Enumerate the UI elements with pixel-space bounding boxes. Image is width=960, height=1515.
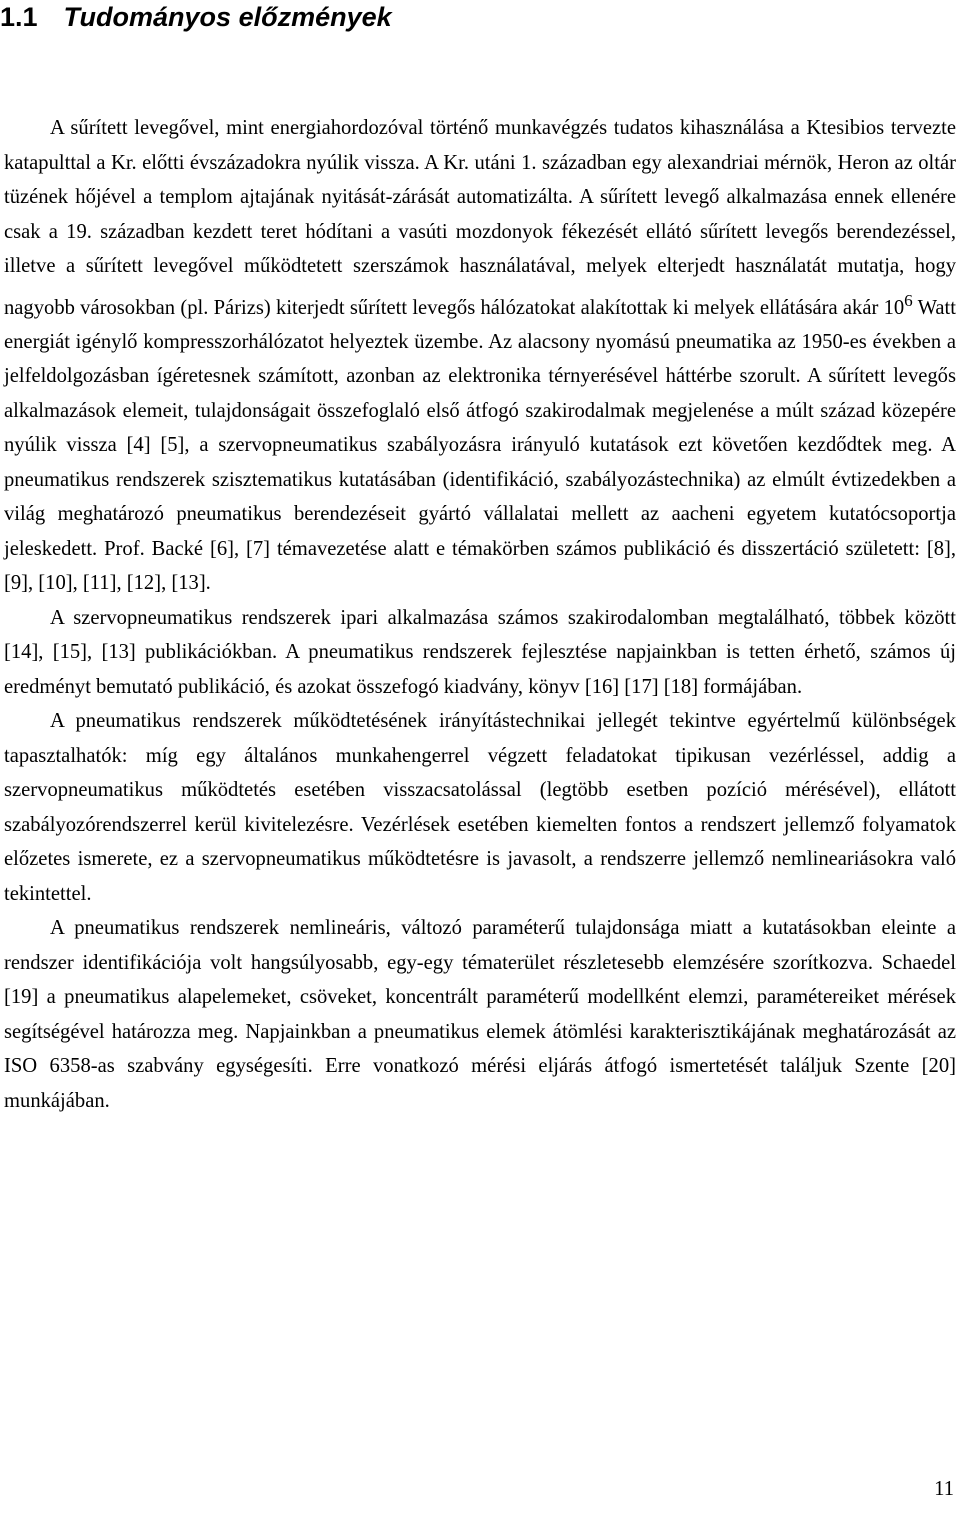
body-text xyxy=(4,111,956,1118)
paragraph-3: A pneumatikus rendszerek működtetésének irányítástechnikai jellegét tekintve egyértelmű különbségek tapasztalhatók: míg egy általános munkahengerrel végzett feladatokat tipikusan vezérléssel, addig a szervopneumatikus működtetés esetében visszacsatolással (legtöbb esetben pozíció mérésével), ellátott szabályozórendszerrel kerül kivitelezésre. Vezérlések esetében kiemelten fontos a rendszert jellemző folyamatok előzetes ismerete, ez a szervopneumatikus működtetésre is javasolt, a rendszerre jellemző nemlineariásokra való tekintettel. xyxy=(4,710,956,905)
paragraph-2: A szervopneumatikus rendszerek ipari alkalmazása számos szakirodalomban megtalálható, többek között [14], [15], [13] publikációkban. A pneumatikus rendszerek fejlesztése napjainkban is tetten érhető, számos új eredményt bemutató publikáció, és azokat összefogó kiadvány, könyv [16] [17] [18] formájában. xyxy=(4,606,956,698)
paragraph-1 xyxy=(4,111,956,601)
section-number: 1.1 xyxy=(0,2,38,32)
paragraph-4: A pneumatikus rendszerek nemlineáris, változó paraméterű tulajdonsága miatt a kutatásokban eleinte a rendszer identifikációja volt hangsúlyosabb, egy-egy tématerület részletesebb elemzésére szorítkozva. Schaedel [19] a pneumatikus alapelemeket, csöveket, koncentrált paraméterű modellként elemzi, paramétereiket mérések segítségével határozza meg. Napjainkban a pneumatikus elemek átömlési karakterisztikájának meghatározását az ISO 6358-as szabvány egységesíti. Erre vonatkozó mérési eljárás átfogó ismertetését találjuk Szente [20] munkájában. xyxy=(4,917,956,1112)
paragraph-1-exponent: 6 xyxy=(904,290,913,310)
paragraph-1-part-b: Watt energiát igénylő kompresszorhálózatot helyeztek üzembe. Az alacsony nyomású pneumatika az 1950-es években a jelfeldolgozásban ígéretesnek számított, azonban az elektronika térnyerésével háttérbe szorult. A sűrített levegős alkalmazások elemeit, tulajdonságait összefoglaló első átfogó szakirodalmak megjelenése a múlt század közepére nyúlik vissza [4] [5], a szervopneumatikus szabályozásra irányuló kutatások ezt követően kezdődtek meg. A pneumatikus rendszerek szisztematikus kutatásában (identifikáció, szabályozástechnika) az elmúlt évtizedekben a világ meghatározó pneumatikus berendezéseit gyártó vállalatai mellett az aacheni egyetem kutatócsoportja jeleskedett. Prof. Backé [6], [7] témavezetése alatt e témakörben számos publikáció és disszertáció született: [8], [9], [10], [11], [12], [13]. xyxy=(4,296,956,595)
section-title: Tudományos előzmények xyxy=(63,2,392,32)
paragraph-1-part-a: A sűrített levegővel, mint energiahordozóval történő munkavégzés tudatos kihasználása a Ktesibios tervezte katapulttal a Kr. előtti évszázadokra nyúlik vissza. A Kr. utáni 1. században egy alexandriai mérnök, Heron az oltár tüzének hőjével a templom ajtajának nyitását-zárását automatizálta. A sűrített levegő alkalmazása ennek ellenére csak a 19. században kezdett teret hódítani a vasúti mozdonyok fékezését ellátó sűrített levegős berendezéssel, illetve a sűrített levegővel működtetett szerszámok használatával, melyek elterjedt használatát mutatja, hogy nagyobb városokban (pl. Párizs) kiterjedt sűrített levegős hálózatokat alakítottak ki melyek ellátására akár 10 xyxy=(4,117,956,319)
page-number: 11 xyxy=(934,1478,954,1500)
section-heading xyxy=(0,0,392,34)
